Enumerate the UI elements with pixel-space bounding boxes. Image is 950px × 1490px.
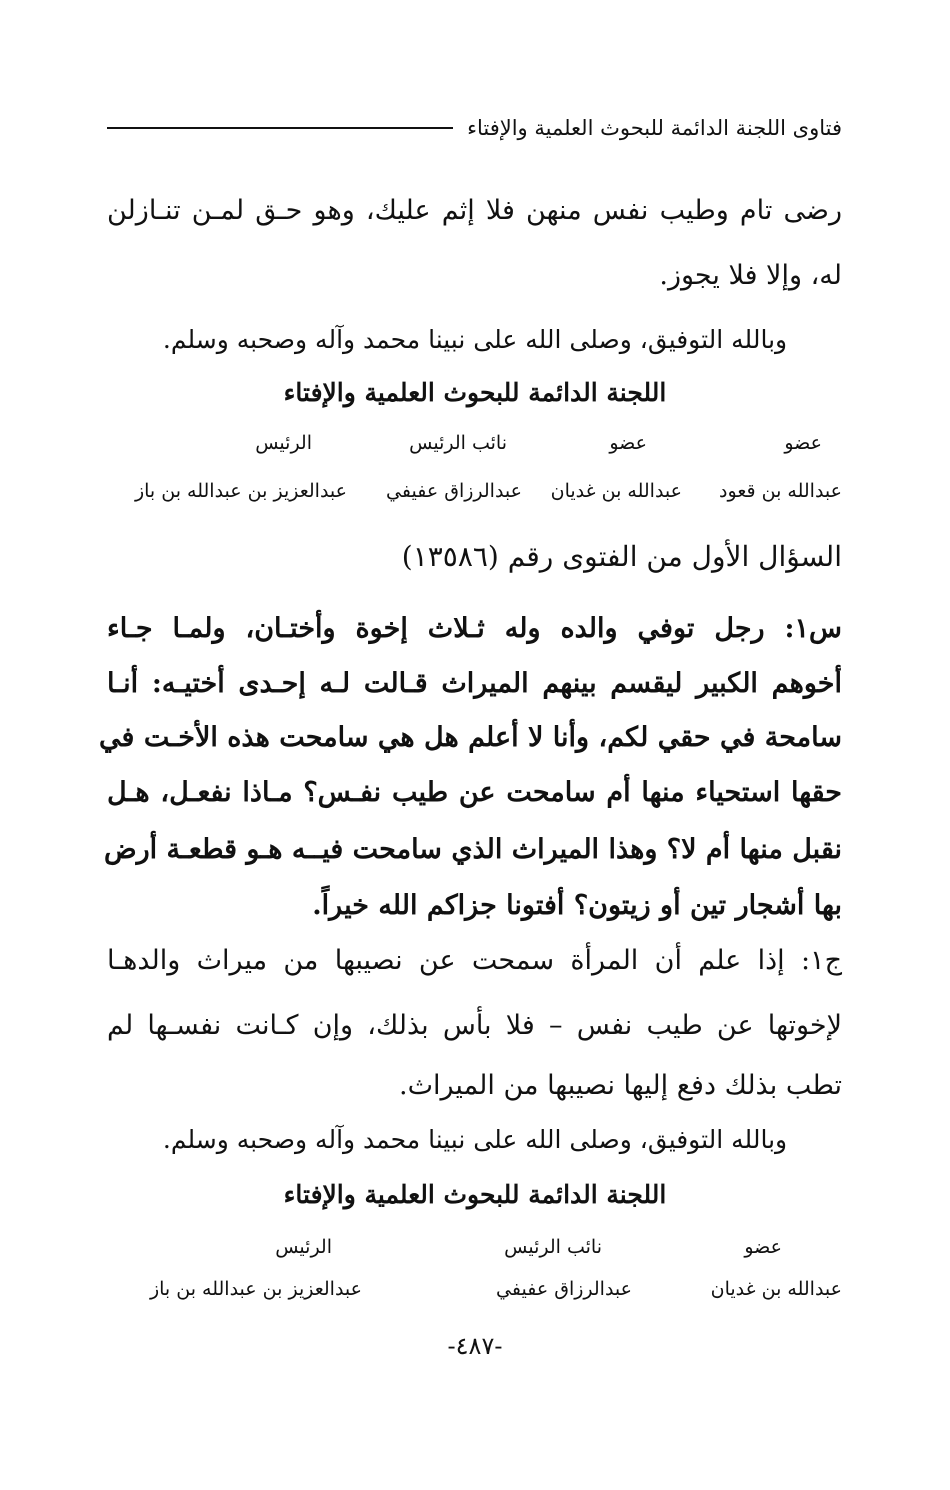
signatories-names-2 — [108, 1278, 842, 1308]
question-line-4: حقها استحياء منها أم سامحت عن طيب نفـس؟ مـاذا نفعـل، هـل — [107, 777, 842, 808]
question-line-3: سامحة في حقي لكم، وأنا لا أعلم هل هي سامحت هذه الأخـت في — [99, 722, 842, 753]
signatories-titles-1 — [108, 432, 842, 462]
signatory-name: عبدالله بن قعود — [719, 480, 842, 502]
intro-line-1: رضى تام وطيب نفس منهن فلا إثم عليك، وهو حـق لمـن تنـازلن — [107, 195, 842, 226]
fatwa-heading: السؤال الأول من الفتوى رقم (١٣٥٨٦) — [401, 540, 842, 573]
committee-name-2: اللجنة الدائمة للبحوث العلمية والإفتاء — [283, 1180, 667, 1209]
question-line-1: س١: رجل توفي والده وله ثـلاث إخوة وأختـان، ولمـا جـاء — [107, 613, 842, 644]
signatories-titles-2 — [108, 1236, 842, 1266]
signatory-title: عضو — [784, 432, 822, 454]
header-rule — [107, 127, 453, 129]
signatory-title: نائب الرئيس — [504, 1236, 602, 1258]
intro-line-2: له، وإلا فلا يجوز. — [659, 260, 842, 291]
signatory-name: عبدالرزاق عفيفي — [496, 1278, 632, 1300]
signatory-title: الرئيس — [255, 432, 312, 454]
page-number: -٤٨٧- — [447, 1332, 503, 1360]
running-header — [107, 108, 842, 148]
committee-name-1: اللجنة الدائمة للبحوث العلمية والإفتاء — [283, 378, 667, 407]
signatory-name: عبدالعزيز بن عبدالله بن باز — [134, 480, 347, 502]
signatory-name: عبدالله بن غديان — [710, 1278, 842, 1300]
signatories-names-1 — [108, 480, 842, 510]
closing-formula-1: وبالله التوفيق، وصلى الله على نبينا محمد وآله وصحبه وسلم. — [162, 325, 788, 354]
signatory-title: عضو — [609, 432, 647, 454]
closing-formula-2: وبالله التوفيق، وصلى الله على نبينا محمد وآله وصحبه وسلم. — [162, 1125, 788, 1154]
signatory-title: نائب الرئيس — [409, 432, 507, 454]
signatory-name: عبدالعزيز بن عبدالله بن باز — [149, 1278, 362, 1300]
header-title: فتاوى اللجنة الدائمة للبحوث العلمية والإفتاء — [467, 116, 842, 140]
signatory-title: الرئيس — [275, 1236, 332, 1258]
signatory-name: عبدالله بن غديان — [550, 480, 682, 502]
signatory-title: عضو — [744, 1236, 782, 1258]
question-line-6: بها أشجار تين أو زيتون؟ أفتونا جزاكم الله خيراً. — [312, 890, 842, 921]
answer-line-3: تطب بذلك دفع إليها نصيبها من الميراث. — [399, 1070, 842, 1101]
answer-line-1: ج١: إذا علم أن المرأة سمحت عن نصيبها من ميراث والدهـا — [107, 945, 842, 976]
question-line-2: أخوهم الكبير ليقسم بينهم الميراث قـالت لـه إحـدى أختيـه: أنـا — [107, 668, 842, 699]
answer-line-2: لإخوتها عن طيب نفس – فلا بأس بذلك، وإن كـانت نفسـها لم — [107, 1010, 842, 1041]
question-line-5: نقبل منها أم لا؟ وهذا الميراث الذي سامحت فيــه هـو قطعـة أرض — [103, 834, 842, 865]
signatory-name: عبدالرزاق عفيفي — [386, 480, 522, 502]
